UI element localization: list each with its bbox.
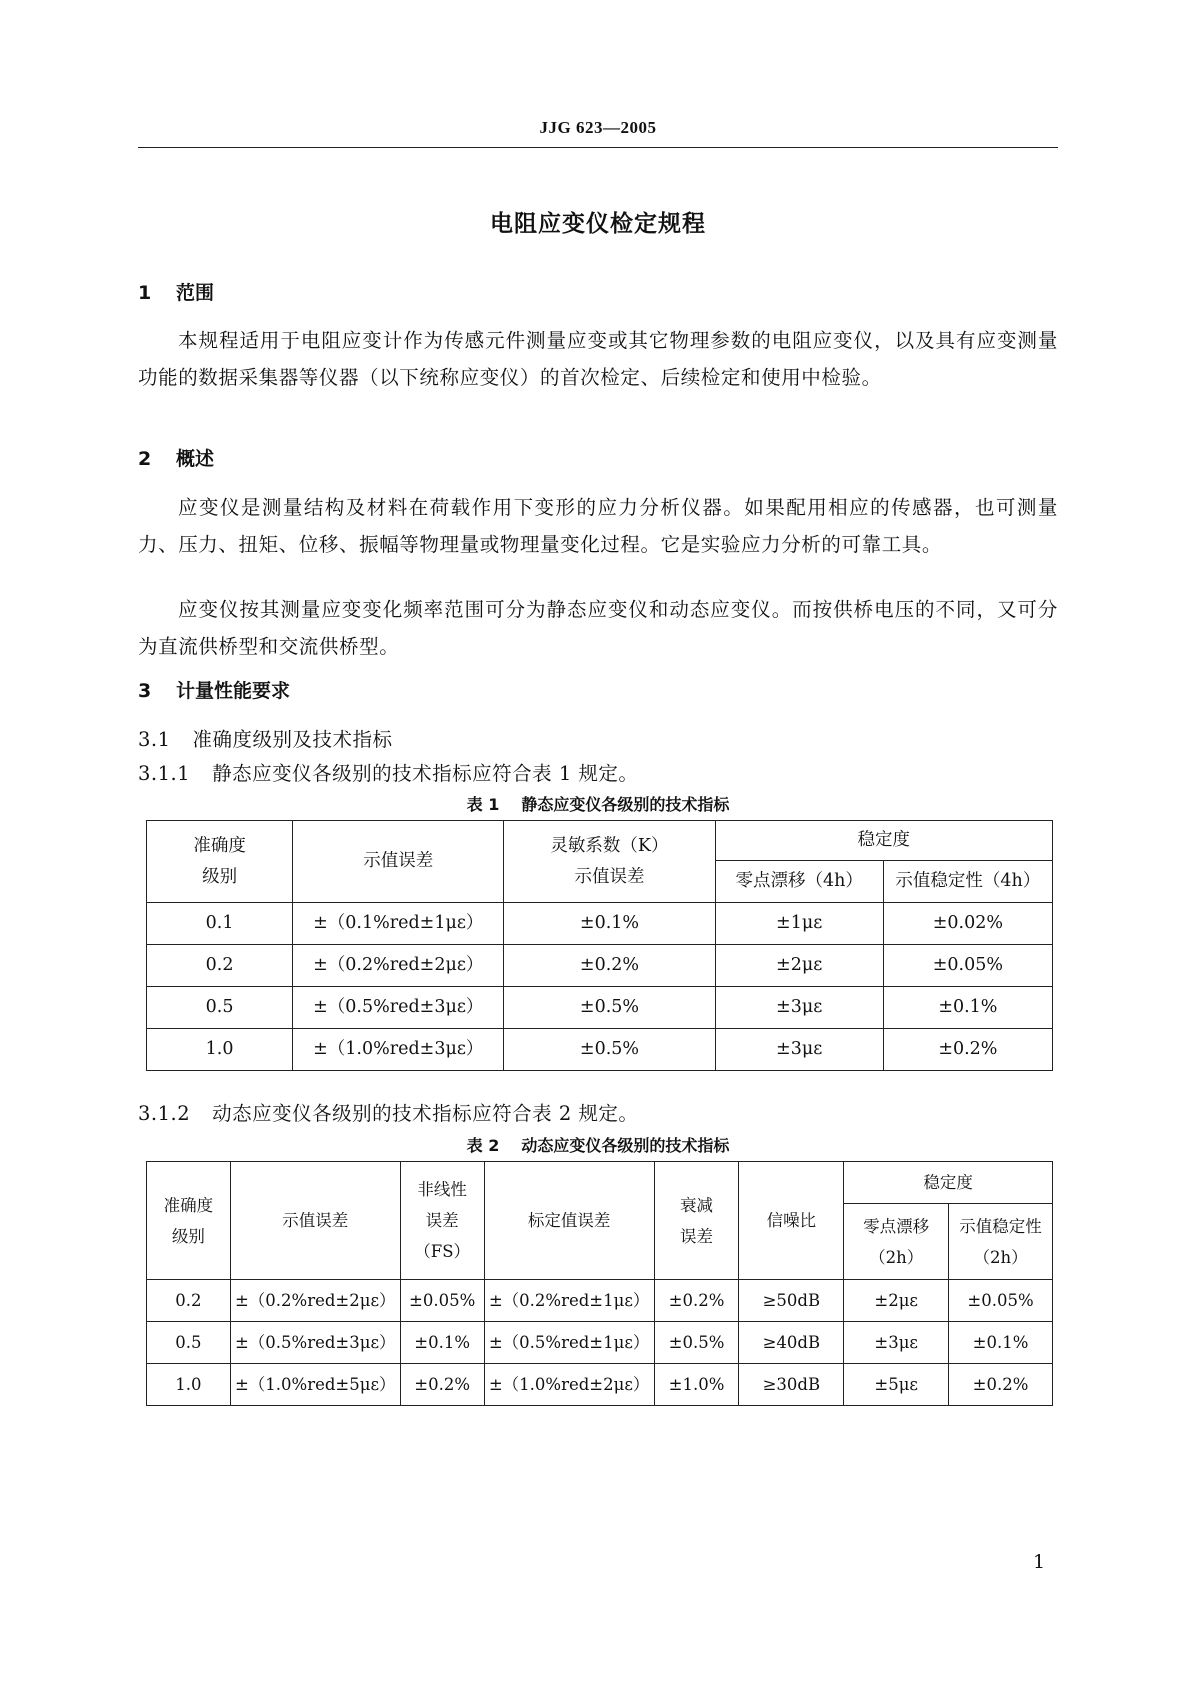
table-row: 0.2 ±（0.2%red±2με） ±0.2% ±2με ±0.05%: [147, 945, 1053, 987]
table-row: 1.0 ±（1.0%red±3με） ±0.5% ±3με ±0.2%: [147, 1029, 1053, 1071]
header-zero-drift: 零点漂移（4h）: [715, 861, 883, 903]
table-row: 1.0 ±（1.0%red±5με） ±0.2% ±（1.0%red±2με） ±1.0% ≥30dB ±5με ±0.2%: [147, 1364, 1053, 1406]
clause-text: 静态应变仪各级别的技术指标应符合表 1 规定。: [212, 762, 639, 785]
section-number: 2: [138, 448, 152, 470]
document-code: JJG 623—2005: [539, 118, 657, 137]
header-nonlinear: 非线性 误差 （FS）: [400, 1162, 484, 1280]
header-snr: 信噪比: [739, 1162, 844, 1280]
header-stability: 稳定度: [715, 821, 1052, 861]
header-stability-value: 示值稳定性 （2h）: [949, 1204, 1053, 1280]
section-2-heading: [138, 444, 214, 471]
clause-3-1-2: [138, 1098, 638, 1126]
table-2-caption: [138, 1133, 1058, 1156]
header-error: 示值误差: [293, 821, 504, 903]
table-1-caption: [138, 792, 1058, 815]
header-grade: 准确度 级别: [147, 1162, 231, 1280]
page-title: 电阻应变仪检定规程: [490, 211, 706, 237]
section-number: 3: [138, 680, 152, 702]
table-row: 0.5 ±（0.5%red±3με） ±0.5% ±3με ±0.1%: [147, 987, 1053, 1029]
table-number: 表 2: [466, 1136, 500, 1155]
table-caption-text: 动态应变仪各级别的技术指标: [521, 1136, 730, 1155]
header-error: 示值误差: [230, 1162, 400, 1280]
table-row: 0.1 ±（0.1%red±1με） ±0.1% ±1με ±0.02%: [147, 903, 1053, 945]
section-3-heading: [138, 676, 290, 703]
section-title: 概述: [176, 448, 215, 470]
header-stability: 稳定度: [844, 1162, 1053, 1204]
section-2-paragraph-2: 应变仪按其测量应变变化频率范围可分为静态应变仪和动态应变仪。而按供桥电压的不同，又可分为直流供桥型和交流供桥型。: [138, 598, 1058, 658]
clause-number: 3.1.1: [138, 762, 191, 785]
section-1-heading: [138, 278, 214, 305]
table-1: [146, 820, 1053, 1071]
header-sensitivity: 灵敏系数（K） 示值误差: [504, 821, 715, 903]
clause-number: 3.1.2: [138, 1102, 191, 1125]
subsection-number: 3.1: [138, 728, 171, 751]
section-title: 计量性能要求: [176, 680, 291, 702]
clause-text: 动态应变仪各级别的技术指标应符合表 2 规定。: [212, 1102, 639, 1125]
clause-3-1-1: [138, 758, 638, 786]
section-title: 范围: [176, 282, 215, 304]
header-stability-value: 示值稳定性（4h）: [883, 861, 1052, 903]
section-1-paragraph: 本规程适用于电阻应变计作为传感元件测量应变或其它物理参数的电阻应变仪，以及具有应变测量功能的数据采集器等仪器（以下统称应变仪）的首次检定、后续检定和使用中检验。: [138, 329, 1058, 389]
header-rule: [138, 147, 1058, 148]
page-number: 1: [1033, 1551, 1046, 1573]
section-2-paragraph-1: 应变仪是测量结构及材料在荷载作用下变形的应力分析仪器。如果配用相应的传感器，也可测量力、压力、扭矩、位移、振幅等物理量或物理量变化过程。它是实验应力分析的可靠工具。: [138, 496, 1058, 556]
table-row: 0.5 ±（0.5%red±3με） ±0.1% ±（0.5%red±1με） ±0.5% ≥40dB ±3με ±0.1%: [147, 1322, 1053, 1364]
subsection-3-1: [138, 724, 393, 752]
table-2: [146, 1161, 1053, 1406]
table-row: 0.2 ±（0.2%red±2με） ±0.05% ±（0.2%red±1με） ±0.2% ≥50dB ±2με ±0.05%: [147, 1280, 1053, 1322]
subsection-title: 准确度级别及技术指标: [192, 728, 393, 751]
section-number: 1: [138, 282, 152, 304]
header-grade: 准确度 级别: [147, 821, 293, 903]
table-caption-text: 静态应变仪各级别的技术指标: [521, 795, 730, 814]
header-calibration-error: 标定值误差: [484, 1162, 654, 1280]
header-attenuation: 衰减 误差: [654, 1162, 739, 1280]
table-number: 表 1: [466, 795, 500, 814]
header-zero-drift: 零点漂移 （2h）: [844, 1204, 949, 1280]
